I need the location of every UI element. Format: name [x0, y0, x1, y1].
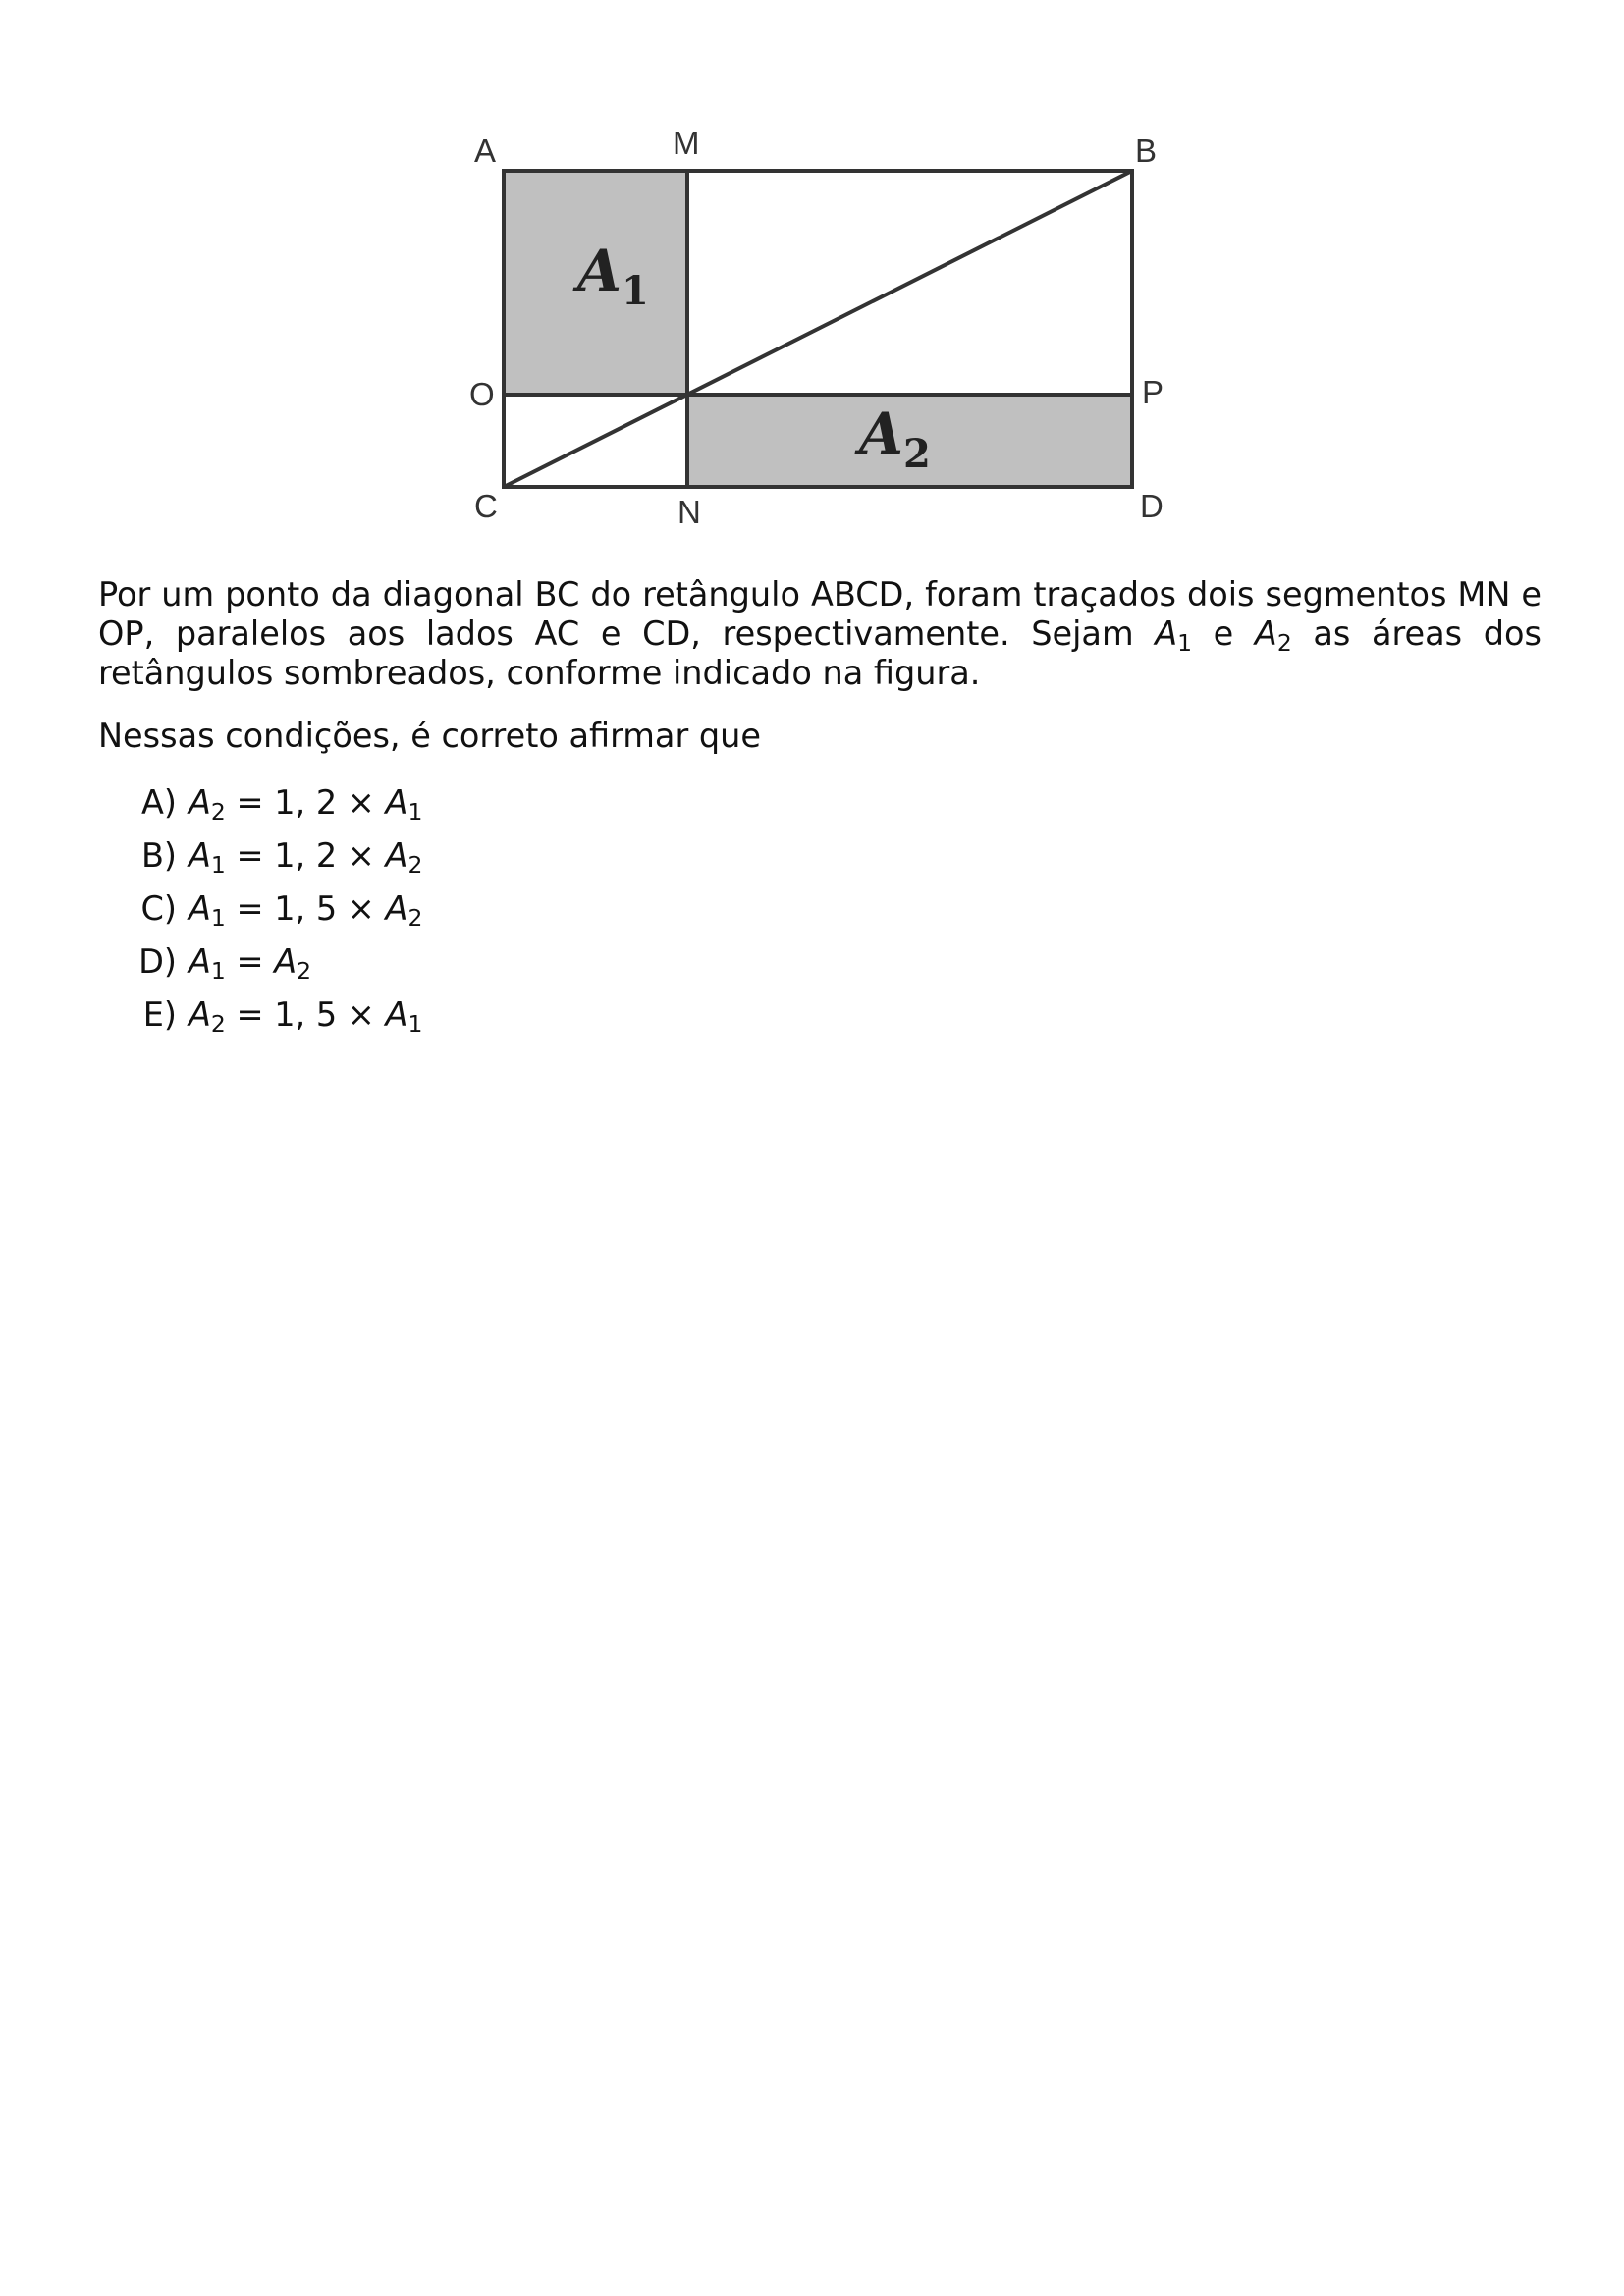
label-point-c: C [474, 488, 498, 524]
statement-mid: e [1192, 614, 1255, 653]
option-lhs-sub: 1 [210, 957, 226, 985]
label-point-o: O [469, 376, 495, 412]
option-lhs-var: A [189, 942, 211, 981]
option-letter: E) [142, 995, 177, 1034]
option-lhs-sub: 2 [210, 1010, 226, 1038]
option-b[interactable] [98, 836, 1542, 889]
option-d[interactable] [98, 942, 1542, 995]
option-expression [189, 889, 423, 932]
problem-statement [98, 575, 1542, 693]
statement-var-a2: A [1254, 614, 1277, 653]
label-point-n: N [677, 494, 701, 530]
option-lhs-sub: 1 [210, 851, 226, 879]
answer-options [98, 783, 1542, 1048]
option-operator: = 1, 5 × [225, 995, 386, 1034]
option-rhs-sub: 1 [407, 1010, 423, 1038]
option-lhs-var: A [189, 783, 211, 822]
label-point-m: M [673, 125, 700, 161]
option-rhs-var: A [274, 942, 298, 981]
question-prompt: Nessas condições, é correto afirmar que [98, 717, 761, 755]
statement-var-a1: A [1155, 614, 1178, 653]
label-point-b: B [1135, 133, 1158, 169]
option-lhs-sub: 2 [210, 798, 226, 826]
label-area-a2-letter: A [859, 400, 904, 467]
statement-sub-2: 2 [1276, 629, 1292, 657]
label-point-d: D [1140, 488, 1164, 524]
option-rhs-var: A [385, 783, 408, 822]
option-operator: = 1, 2 × [225, 783, 386, 822]
option-rhs-sub: 2 [407, 851, 423, 879]
label-point-a: A [474, 133, 497, 169]
option-expression [189, 942, 312, 985]
option-expression [189, 995, 423, 1038]
option-lhs-var: A [189, 995, 211, 1034]
option-expression [189, 783, 423, 826]
option-letter: B) [140, 836, 177, 875]
label-area-a1-sub: 1 [622, 268, 649, 314]
label-point-p: P [1142, 374, 1164, 410]
option-e[interactable] [98, 995, 1542, 1048]
option-rhs-var: A [385, 836, 408, 875]
option-rhs-sub: 2 [297, 957, 312, 985]
option-letter: C) [140, 889, 177, 928]
label-area-a1-letter: A [577, 238, 623, 304]
option-rhs-sub: 1 [407, 798, 423, 826]
option-rhs-var: A [385, 995, 408, 1034]
option-rhs-sub: 2 [407, 904, 423, 932]
option-lhs-var: A [189, 836, 211, 875]
statement-part-2: as áreas dos retângulos sombreados, conforme indicado na figura. [98, 614, 1542, 692]
option-expression [189, 836, 423, 879]
option-lhs-var: A [189, 889, 211, 928]
option-operator: = [225, 942, 275, 981]
option-operator: = 1, 2 × [225, 836, 386, 875]
statement-part-1: Por um ponto da diagonal BC do retângulo ABCD, foram traçados dois segmentos MN e OP, paralelos aos lados AC e CD, respectivamente. Sejam [98, 575, 1542, 653]
option-operator: = 1, 5 × [225, 889, 386, 928]
option-letter: D) [138, 942, 177, 981]
option-letter: A) [141, 783, 177, 822]
option-c[interactable] [98, 889, 1542, 942]
question-body [98, 575, 1542, 1048]
option-lhs-sub: 1 [210, 904, 226, 932]
label-area-a2-sub: 2 [903, 431, 931, 477]
rectangle-diagram [461, 118, 1188, 540]
option-a[interactable] [98, 783, 1542, 836]
option-rhs-var: A [385, 889, 408, 928]
statement-sub-1: 1 [1177, 629, 1193, 657]
